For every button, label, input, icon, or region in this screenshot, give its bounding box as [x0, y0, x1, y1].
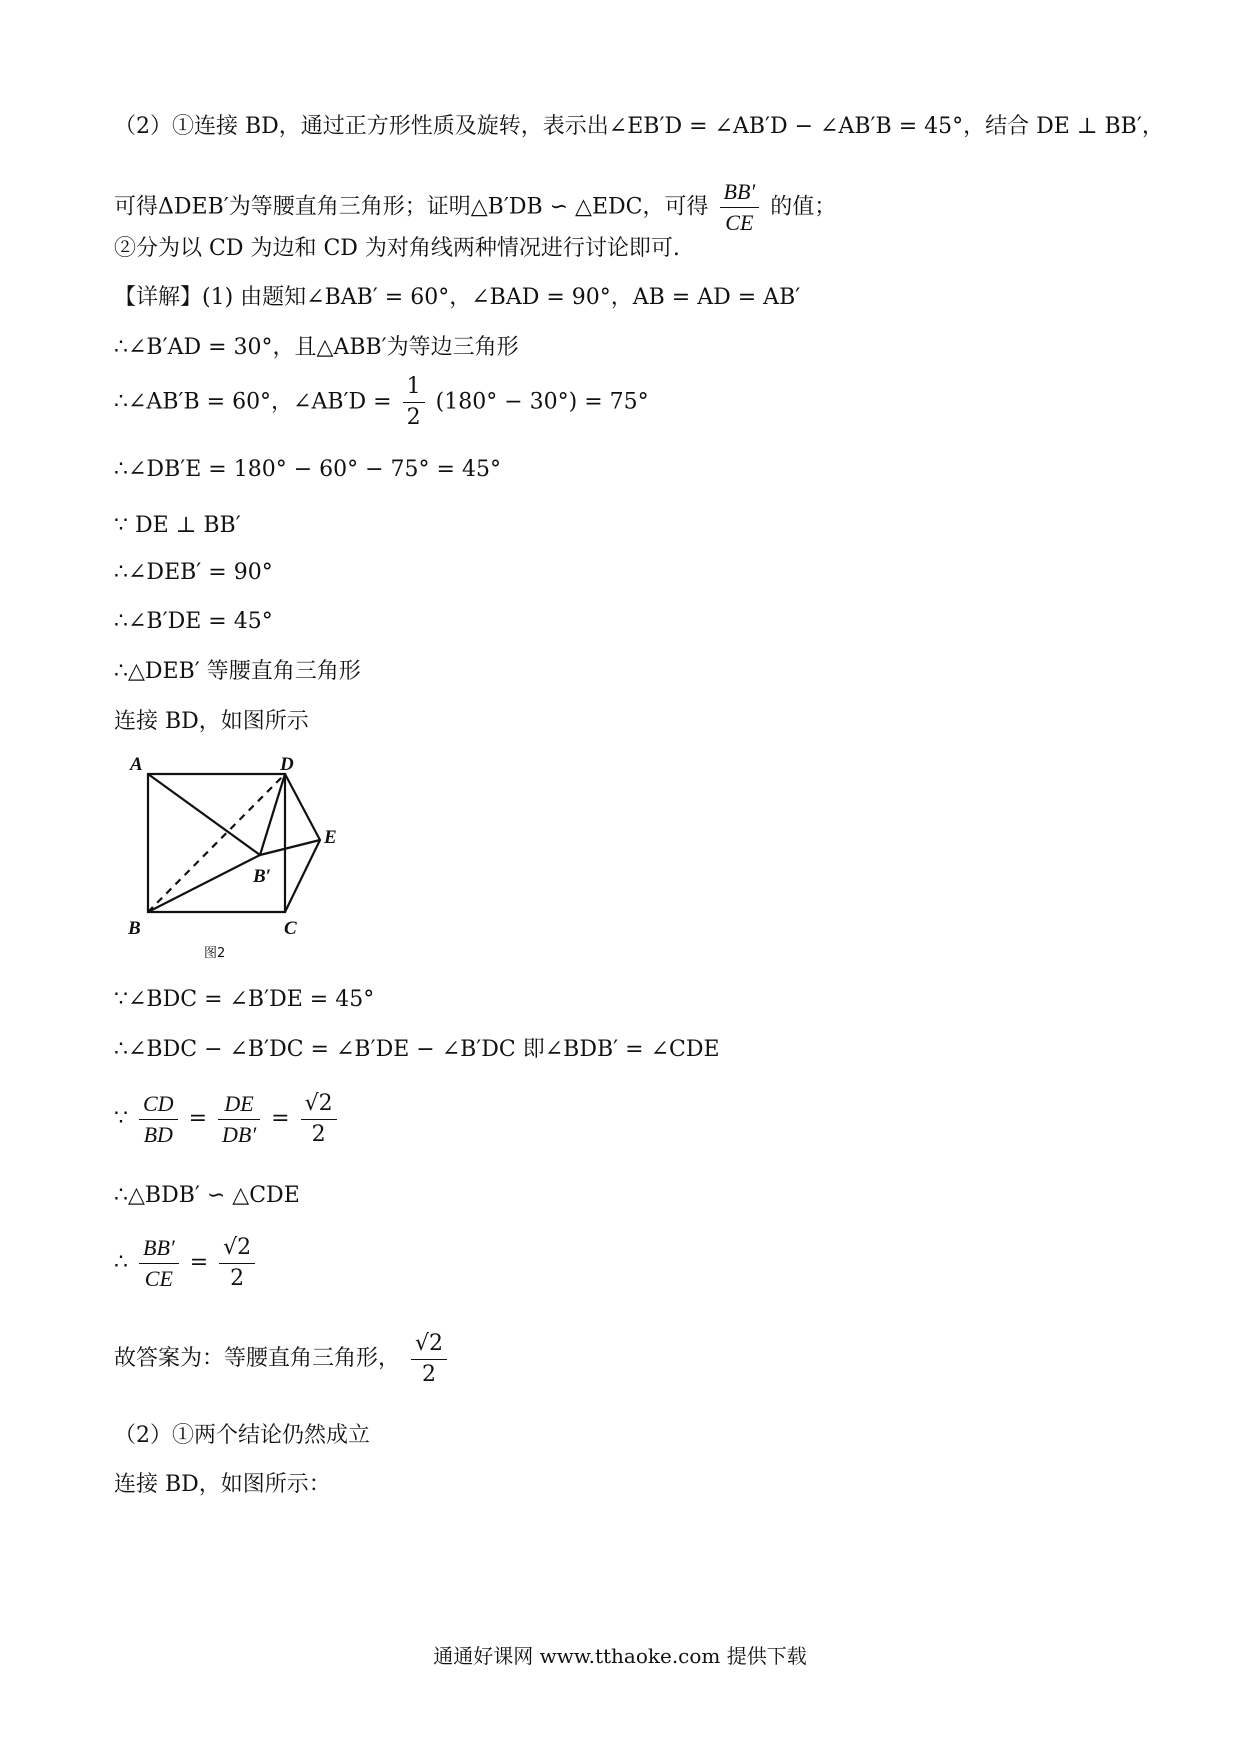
- line-3: ②分为以 CD 为边和 CD 为对角线两种情况进行讨论即可.: [114, 236, 680, 261]
- fraction-numerator: √2: [411, 1329, 447, 1360]
- geometry-figure: [120, 752, 360, 962]
- line-6-tail: (180° − 30°) = 75°: [435, 389, 649, 415]
- line-6-text: ∴∠AB′B = 60°，∠AB′D =: [114, 389, 392, 415]
- fraction-denominator: 2: [311, 1121, 326, 1147]
- fraction-half: [403, 372, 425, 433]
- fraction-numerator: CD: [139, 1089, 178, 1120]
- label-b: B: [128, 918, 141, 939]
- equals-sign: =: [189, 1250, 209, 1275]
- fraction-cd-bd: [139, 1089, 178, 1150]
- equals-sign: =: [188, 1106, 207, 1131]
- segment-a-bprime: [148, 774, 260, 855]
- line-10: ∴∠B′DE = 45°: [114, 609, 273, 634]
- fraction-denominator: CE: [144, 1265, 173, 1291]
- fraction-numerator: BB′: [720, 177, 760, 208]
- line-12: 连接 BD，如图所示: [114, 709, 309, 734]
- fraction-denominator: 2: [422, 1361, 437, 1387]
- line-4: 【详解】(1) 由题知∠BAB′ = 60°，∠BAD = 90°，AB = AD = AB′: [114, 285, 801, 310]
- fraction-numerator: √2: [301, 1089, 337, 1120]
- line-5: ∴∠B′AD = 30°，且△ABB′为等边三角形: [114, 335, 519, 360]
- line-2: [114, 177, 836, 238]
- line-11: ∴△DEB′ 等腰直角三角形: [114, 659, 361, 684]
- fraction-bb-ce: [720, 177, 760, 238]
- line-1: （2）①连接 BD，通过正方形性质及旋转，表示出∠EB′D = ∠AB′D − ∠AB′B = 45°，结合 DE ⊥ BB′，: [114, 114, 1164, 139]
- fraction-denominator: 2: [230, 1265, 245, 1291]
- line-18: [114, 1326, 451, 1392]
- line-2-tail: 的值；: [770, 194, 837, 220]
- line-8: ∵ DE ⊥ BB′: [114, 513, 241, 538]
- line-2-text: 可得ΔDEB′为等腰直角三角形；证明△B′DB ∽ △EDC，可得: [114, 194, 709, 220]
- fraction-denominator: CE: [725, 210, 754, 235]
- line-19: （2）①两个结论仍然成立: [114, 1423, 370, 1448]
- line-7: ∴∠DB′E = 180° − 60° − 75° = 45°: [114, 457, 501, 482]
- answer-text: 故答案为：等腰直角三角形，: [114, 1346, 401, 1371]
- fraction-numerator: √2: [219, 1233, 255, 1264]
- because-symbol: ∵: [114, 1106, 128, 1131]
- segment-d-bprime: [260, 774, 285, 855]
- line-20: 连接 BD，如图所示：: [114, 1472, 331, 1497]
- line-13: ∵∠BDC = ∠B′DE = 45°: [114, 987, 375, 1012]
- line-17: [114, 1230, 259, 1296]
- page-footer: 通通好课网 www.tthaoke.com 提供下载: [433, 1644, 807, 1668]
- fraction-denominator: 2: [406, 405, 421, 430]
- equals-sign: =: [271, 1106, 290, 1131]
- segments-d-e-c: [285, 774, 320, 912]
- fraction-numerator: 1: [403, 372, 425, 403]
- fraction-sqrt2-2-c: [411, 1329, 447, 1390]
- figure-caption: 图2: [204, 946, 226, 961]
- label-a: A: [130, 754, 143, 775]
- fraction-denominator: BD: [143, 1121, 173, 1147]
- line-9: ∴∠DEB′ = 90°: [114, 560, 273, 585]
- line-16: ∴△BDB′ ∽ △CDE: [114, 1183, 300, 1208]
- label-c: C: [284, 918, 297, 939]
- fraction-sqrt2-2: [301, 1089, 337, 1150]
- therefore-symbol: ∴: [114, 1250, 128, 1275]
- fraction-de-db: [218, 1089, 260, 1150]
- fraction-numerator: BB′: [139, 1233, 179, 1264]
- fraction-denominator: DB′: [222, 1121, 257, 1147]
- fraction-sqrt2-2-b: [219, 1233, 255, 1294]
- fraction-numerator: DE: [218, 1089, 260, 1120]
- segment-b-bprime: [148, 855, 260, 912]
- segment-bprime-e: [260, 840, 320, 855]
- line-14: ∴∠BDC − ∠B′DC = ∠B′DE − ∠B′DC 即∠BDB′ = ∠CDE: [114, 1037, 720, 1062]
- label-bprime: B′: [253, 866, 272, 887]
- line-15: [114, 1086, 341, 1152]
- fraction-bb-ce-2: [139, 1233, 179, 1294]
- label-d: D: [280, 754, 294, 775]
- figure-svg: [120, 752, 360, 962]
- line-6: [114, 372, 649, 433]
- label-e: E: [324, 827, 337, 848]
